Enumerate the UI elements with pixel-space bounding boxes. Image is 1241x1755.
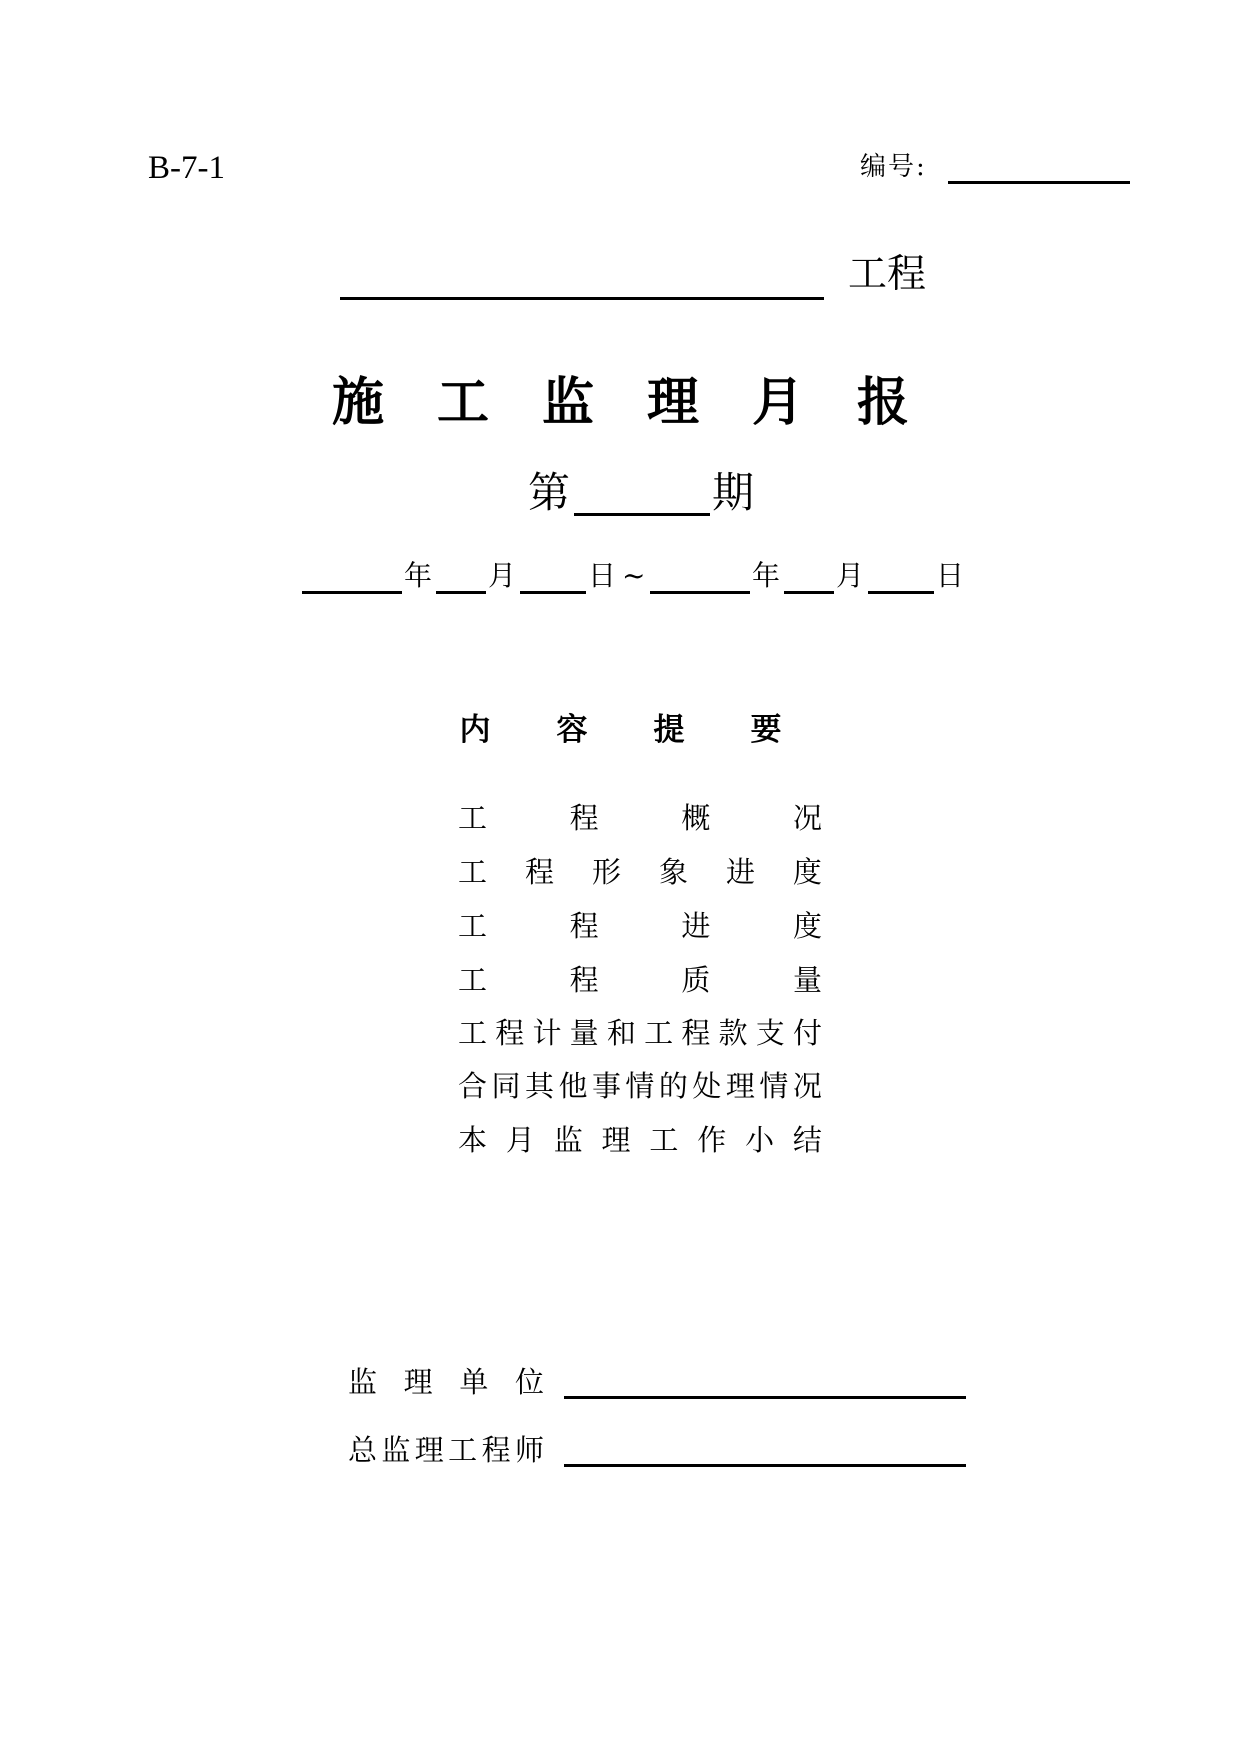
start-month-field[interactable]: [436, 591, 486, 594]
end-year-label: 年: [752, 559, 781, 592]
project-name-field[interactable]: [340, 297, 824, 300]
issue-prefix: 第: [528, 468, 571, 517]
end-month-label: 月: [836, 559, 865, 592]
serial-number-field[interactable]: [948, 181, 1130, 184]
end-month-field[interactable]: [784, 591, 834, 594]
contents-item: 工 程 概 况: [458, 801, 822, 835]
form-code: B-7-1: [148, 150, 225, 186]
start-year-label: 年: [404, 559, 433, 592]
supervision-unit-field[interactable]: [564, 1396, 966, 1399]
start-day-field[interactable]: [520, 591, 586, 594]
contents-item: 工 程 计 量 和 工 程 款 支 付: [458, 1016, 822, 1050]
issue-number-field[interactable]: [574, 513, 710, 516]
page-title: 施工监理月报: [331, 372, 962, 433]
end-day-label: 日: [936, 559, 965, 592]
contents-item: 工 程 质 量: [458, 963, 822, 997]
start-year-field[interactable]: [302, 591, 402, 594]
end-year-field[interactable]: [650, 591, 750, 594]
start-month-label: 月: [488, 559, 517, 592]
contents-item: 工 程 进 度: [458, 909, 822, 943]
contents-item: 合 同 其 他 事 情 的 处 理 情 况: [458, 1069, 822, 1103]
issue-suffix: 期: [712, 468, 755, 517]
contents-heading: 内容提要: [459, 712, 848, 748]
start-day-label: 日: [588, 559, 617, 592]
contents-item: 本 月 监 理 工 作 小 结: [458, 1123, 822, 1157]
contents-item: 工 程 形 象 进 度: [458, 855, 822, 889]
supervision-unit-label: 监 理 单 位: [348, 1365, 544, 1399]
end-day-field[interactable]: [868, 591, 934, 594]
project-suffix: 工程: [848, 252, 927, 297]
chief-engineer-label: 总 监 理 工 程 师: [348, 1433, 544, 1467]
serial-number-label: 编号:: [860, 152, 927, 182]
chief-engineer-field[interactable]: [564, 1464, 966, 1467]
period-separator: ~: [622, 559, 646, 592]
